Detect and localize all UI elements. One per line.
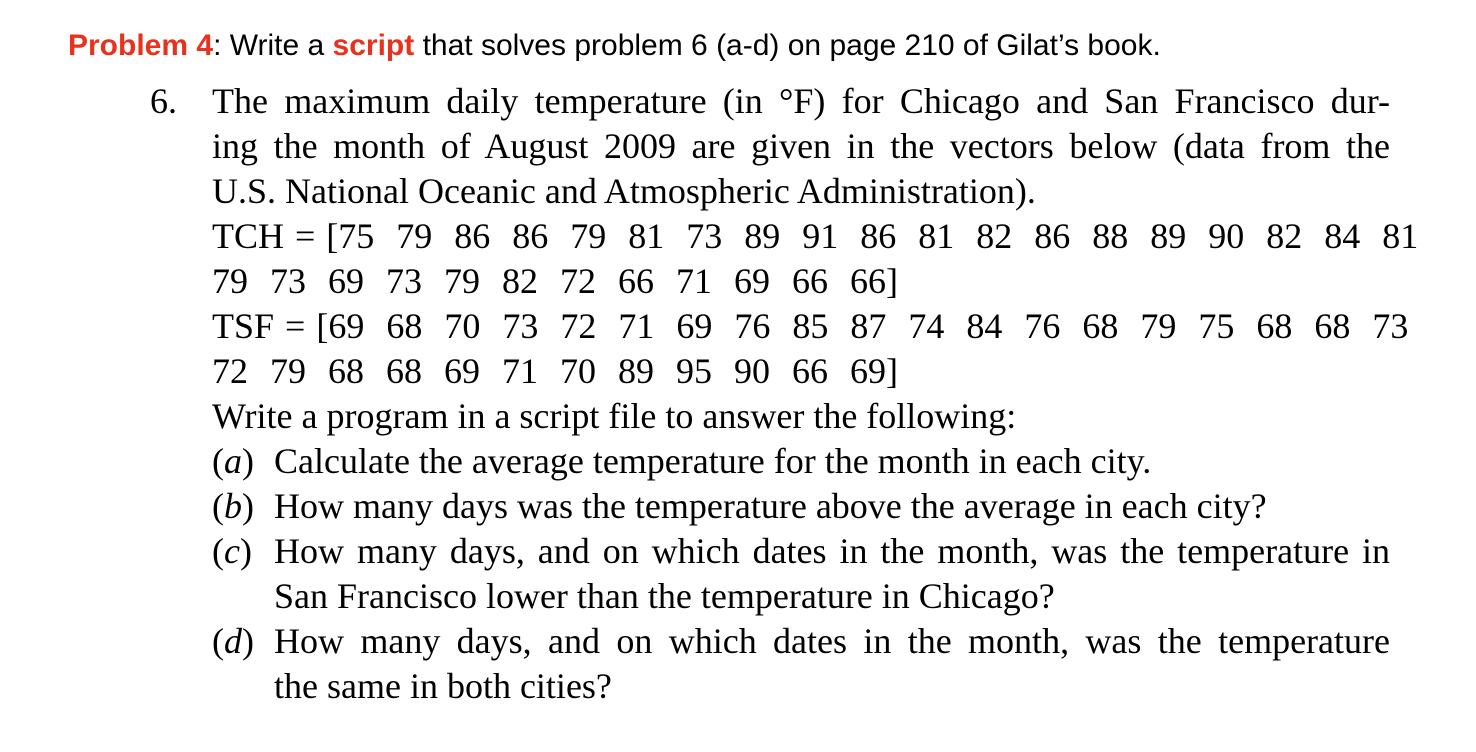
script-keyword: script	[332, 29, 415, 62]
item-b-text: How many days was the temperature above the average in each city?	[274, 486, 1267, 526]
intro-line-2	[138, 124, 1398, 169]
item-d-continued	[138, 664, 1398, 709]
tch-vector-text-1: TCH = [75 79 86 86 79 81 73 89 91 86 81 82 86 88 89 90 82 84 81	[212, 216, 1419, 256]
item-b	[138, 484, 1398, 529]
intro-text-1: The maximum daily temperature (in °F) for Chicago and San Francisco dur-	[212, 81, 1390, 121]
item-c-letter: c	[224, 531, 240, 571]
intro-line-3	[138, 169, 1398, 214]
item-c-continued	[138, 574, 1398, 619]
item-a-paren-open: (	[212, 441, 224, 481]
item-a-letter: a	[224, 441, 242, 481]
item-b-label	[212, 484, 254, 529]
item-a	[138, 439, 1398, 484]
tsf-vector-text-1: TSF = [69 68 70 73 72 71 69 76 85 87 74 84 76 68 79 75 68 68 73	[212, 306, 1409, 346]
instruction-text: Write a program in a script file to answer the following:	[212, 396, 1017, 436]
item-d	[138, 619, 1398, 664]
item-c	[138, 529, 1398, 574]
item-d-paren-close: )	[242, 621, 254, 661]
problem-number: 6.	[150, 81, 177, 121]
instruction-line	[138, 394, 1398, 439]
tsf-vector-text-2: 72 79 68 68 69 71 70 89 95 90 66 69]	[212, 351, 898, 391]
item-b-paren-open: (	[212, 486, 224, 526]
item-d-text-2: the same in both cities?	[274, 666, 612, 706]
item-c-label	[212, 529, 252, 574]
intro-line-1	[138, 79, 1398, 124]
tch-vector-line-2	[138, 259, 1398, 304]
problem-label: Problem 4	[68, 29, 214, 62]
tsf-vector-line-2	[138, 349, 1398, 394]
problem-body	[138, 79, 1419, 709]
tsf-vector-line-1	[138, 304, 1409, 349]
item-a-text: Calculate the average temperature for the month in each city.	[274, 441, 1152, 481]
item-d-paren-open: (	[212, 621, 224, 661]
problem-header	[68, 26, 1161, 66]
tch-vector-line-1	[138, 214, 1419, 259]
header-colon-text: : Write a	[213, 29, 333, 62]
tch-vector-text-2: 79 73 69 73 79 82 72 66 71 69 66 66]	[212, 261, 898, 301]
item-a-paren-close: )	[242, 441, 254, 481]
item-c-text-2: San Francisco lower than the temperature in Chicago?	[274, 576, 1055, 616]
item-c-paren-close: )	[239, 531, 252, 571]
intro-text-2: ing the month of August 2009 are given in the vectors below (data from the	[212, 126, 1390, 166]
header-rest-text: that solves problem 6 (a-d) on page 210 of Gilat’s book.	[414, 29, 1161, 62]
item-b-paren-close: )	[242, 486, 254, 526]
item-d-label	[212, 619, 254, 664]
item-a-label	[212, 439, 254, 484]
item-c-paren-open: (	[212, 531, 224, 571]
item-d-letter: d	[224, 621, 242, 661]
item-d-text-1: How many days, and on which dates in the month, was the temperature	[274, 621, 1390, 661]
item-c-text-1: How many days, and on which dates in the month, was the temperature in	[274, 531, 1390, 571]
item-b-letter: b	[224, 486, 242, 526]
intro-text-3: U.S. National Oceanic and Atmospheric Administration).	[212, 171, 1036, 211]
